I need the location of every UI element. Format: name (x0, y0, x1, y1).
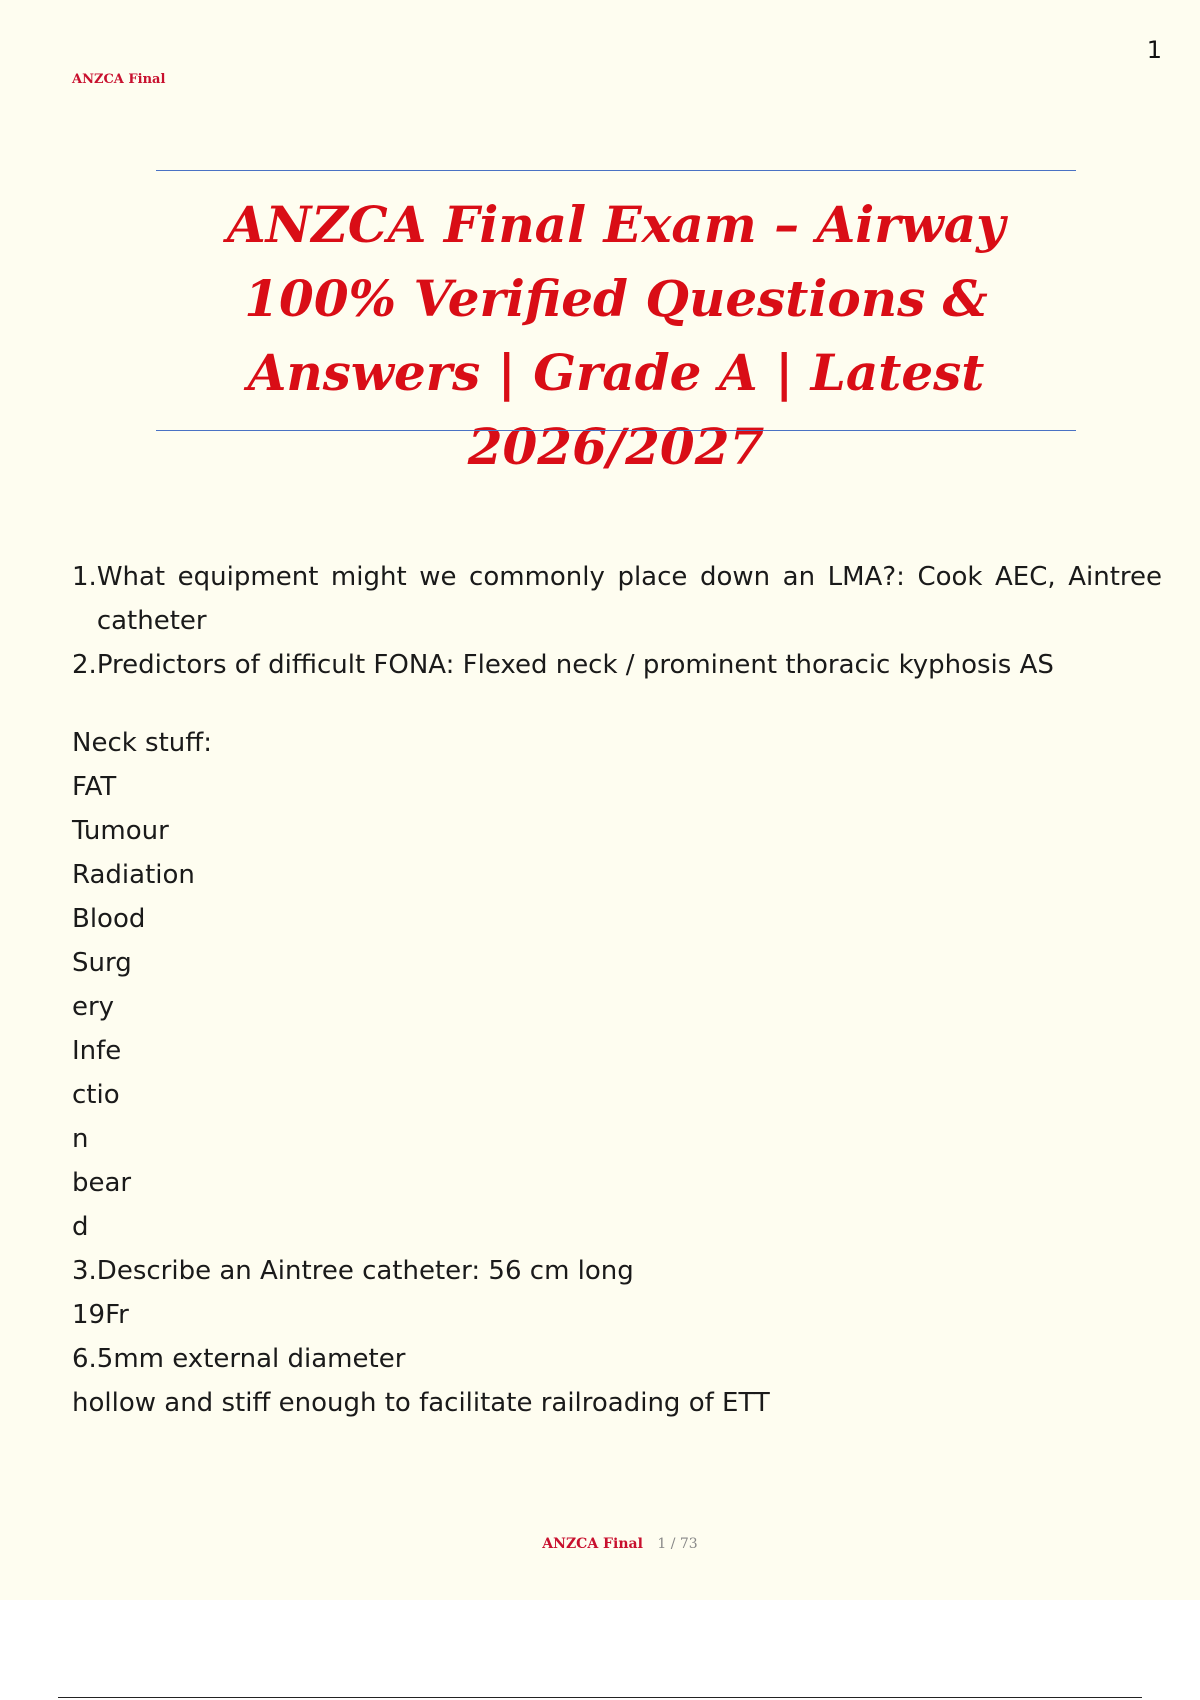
aintree-line: 19Fr (72, 1300, 129, 1330)
neck-line: Radiation (72, 860, 195, 890)
neck-line: n (72, 1124, 89, 1154)
neck-line: Blood (72, 904, 146, 934)
bottom-rule (58, 1697, 1142, 1698)
neck-line: Tumour (72, 816, 169, 846)
question-2 (72, 643, 1162, 687)
aintree-line: hollow and stiff enough to facilitate railroading of ETT (72, 1388, 770, 1418)
page-number: 1 (1146, 36, 1162, 64)
header-label: ANZCA Final (72, 72, 166, 87)
page-footer (0, 1536, 1200, 1552)
question-1 (72, 555, 1162, 643)
question-number: 2. (72, 650, 97, 680)
question-text: What equipment might we commonly place down an LMA?: Cook AEC, Aintree catheter (96, 562, 1162, 636)
neck-line: bear (72, 1168, 132, 1198)
question-text: Predictors of difficult FONA: Flexed neck / prominent thoracic kyphosis AS (96, 650, 1054, 680)
neck-line: ery (72, 992, 115, 1022)
neck-line: Surg (72, 948, 132, 978)
document-title: ANZCA Final Exam – Airway 100% Verified Questions & Answers | Grade A | Latest 2026/2027 (226, 195, 1006, 476)
footer-page-count: 1 / 73 (657, 1536, 698, 1552)
document-body (72, 555, 1162, 1425)
neck-line: d (72, 1212, 89, 1242)
question-number: 1. (72, 562, 97, 592)
title-rule-bottom (156, 430, 1076, 431)
aintree-line: 6.5mm external diameter (72, 1344, 406, 1374)
neck-line: ctio (72, 1080, 120, 1110)
neck-line: Infe (72, 1036, 122, 1066)
neck-line: FAT (72, 772, 117, 802)
paragraph-gap (72, 687, 1162, 721)
footer-label: ANZCA Final (542, 1536, 643, 1552)
neck-heading: Neck stuff: (72, 728, 212, 758)
question-3: 3.Describe an Aintree catheter: 56 cm long (72, 1256, 634, 1286)
title-rule-top (156, 170, 1076, 171)
